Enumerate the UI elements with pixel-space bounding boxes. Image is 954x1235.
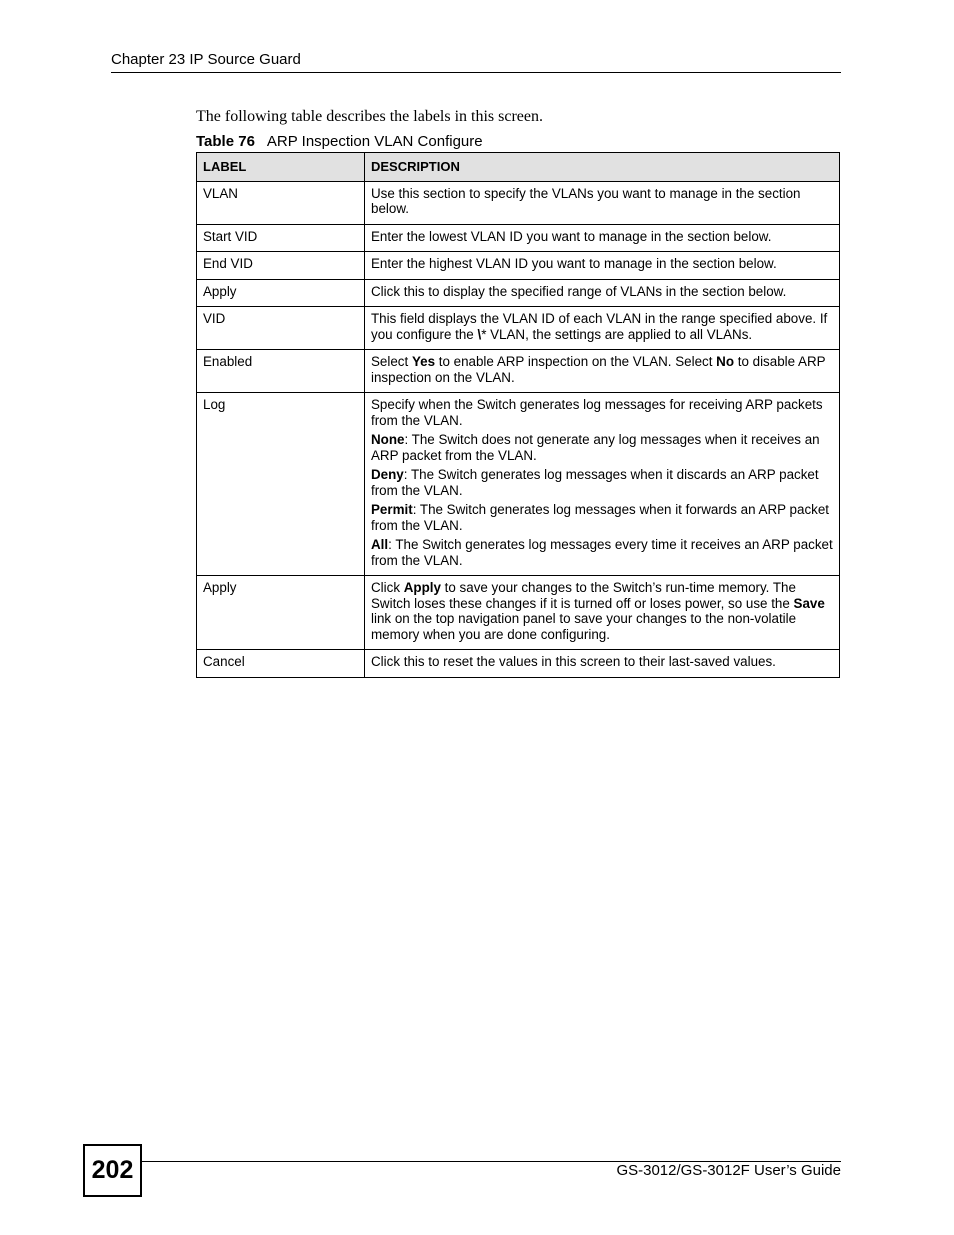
row-description (365, 350, 840, 393)
table-row (197, 350, 840, 393)
description-paragraph: Permit: The Switch generates log messages when it forwards an ARP packet from the VLAN. (371, 502, 830, 533)
row-label: VID (197, 307, 365, 350)
table-caption-title: ARP Inspection VLAN Configure (266, 133, 483, 150)
bold-term: Save (793, 595, 825, 611)
table-header-row (197, 153, 840, 182)
table-caption (196, 132, 483, 152)
row-label: Start VID (197, 224, 365, 252)
table-caption-number: Table 76 (196, 133, 255, 150)
row-label: Apply (197, 279, 365, 307)
bold-term: None (371, 432, 405, 447)
description-paragraph: Enter the highest VLAN ID you want to manage in the section below. (371, 256, 777, 271)
bold-term: \ (477, 326, 482, 342)
row-label: Apply (197, 576, 365, 650)
bold-term: All (371, 537, 389, 552)
description-paragraph: Deny: The Switch generates log messages when it discards an ARP packet from the VLAN. (371, 467, 819, 498)
table-row (197, 224, 840, 252)
row-label: Enabled (197, 350, 365, 393)
table-row (197, 279, 840, 307)
row-description (365, 181, 840, 224)
description-paragraph: Enter the lowest VLAN ID you want to manage in the section below. (371, 228, 772, 244)
column-header-description: DESCRIPTION (365, 153, 840, 182)
row-label: Cancel (197, 650, 365, 678)
description-paragraph: Click Apply to save your changes to the Switch’s run-time memory. The Switch loses these changes if it is turned off or loses power, so use the Save link on the top navigation panel to save your changes to the non-volatile memory when you are done configuring. (371, 580, 825, 642)
row-description (365, 576, 840, 650)
table-row (197, 576, 840, 650)
running-header: Chapter 23 IP Source Guard (111, 51, 841, 73)
table-row (197, 181, 840, 224)
row-description (365, 307, 840, 350)
description-paragraph: None: The Switch does not generate any log messages when it receives an ARP packet from the VLAN. (371, 432, 820, 463)
description-paragraph: Click this to display the specified range of VLANs in the section below. (371, 283, 787, 299)
row-label: VLAN (197, 181, 365, 224)
bold-term: Deny (371, 467, 404, 482)
bold-term: No (716, 354, 735, 369)
description-paragraph: Specify when the Switch generates log messages for receiving ARP packets from the VLAN. (371, 397, 823, 428)
description-paragraph: Select Yes to enable ARP inspection on the VLAN. Select No to disable ARP inspection on the VLAN. (371, 354, 826, 385)
description-paragraph: This field displays the VLAN ID of each VLAN in the range specified above. If you configure the \* VLAN, the settings are applied to all VLANs. (371, 311, 828, 342)
row-description (365, 224, 840, 252)
row-description (365, 252, 840, 280)
bold-term: Permit (371, 502, 413, 517)
label-description-table (196, 152, 840, 678)
guide-title: GS-3012/GS-3012F User’s Guide (616, 1162, 841, 1179)
row-description (365, 650, 840, 678)
table-body (197, 181, 840, 677)
description-paragraph: Click this to reset the values in this screen to their last-saved values. (371, 654, 776, 669)
page-number: 202 (83, 1144, 142, 1197)
table-row (197, 393, 840, 576)
row-label: End VID (197, 252, 365, 280)
column-header-label: LABEL (197, 153, 365, 182)
description-paragraph: All: The Switch generates log messages every time it receives an ARP packet from the VLAN. (371, 537, 833, 568)
table-row (197, 307, 840, 350)
table-row (197, 252, 840, 280)
intro-paragraph: The following table describes the labels in this screen. (196, 108, 544, 125)
bold-term: Yes (411, 354, 436, 369)
row-label: Log (197, 393, 365, 576)
description-paragraph: Use this section to specify the VLANs you want to manage in the section below. (371, 185, 801, 216)
bold-term: Apply (403, 580, 441, 595)
row-description (365, 393, 840, 576)
table-row (197, 650, 840, 678)
row-description (365, 279, 840, 307)
